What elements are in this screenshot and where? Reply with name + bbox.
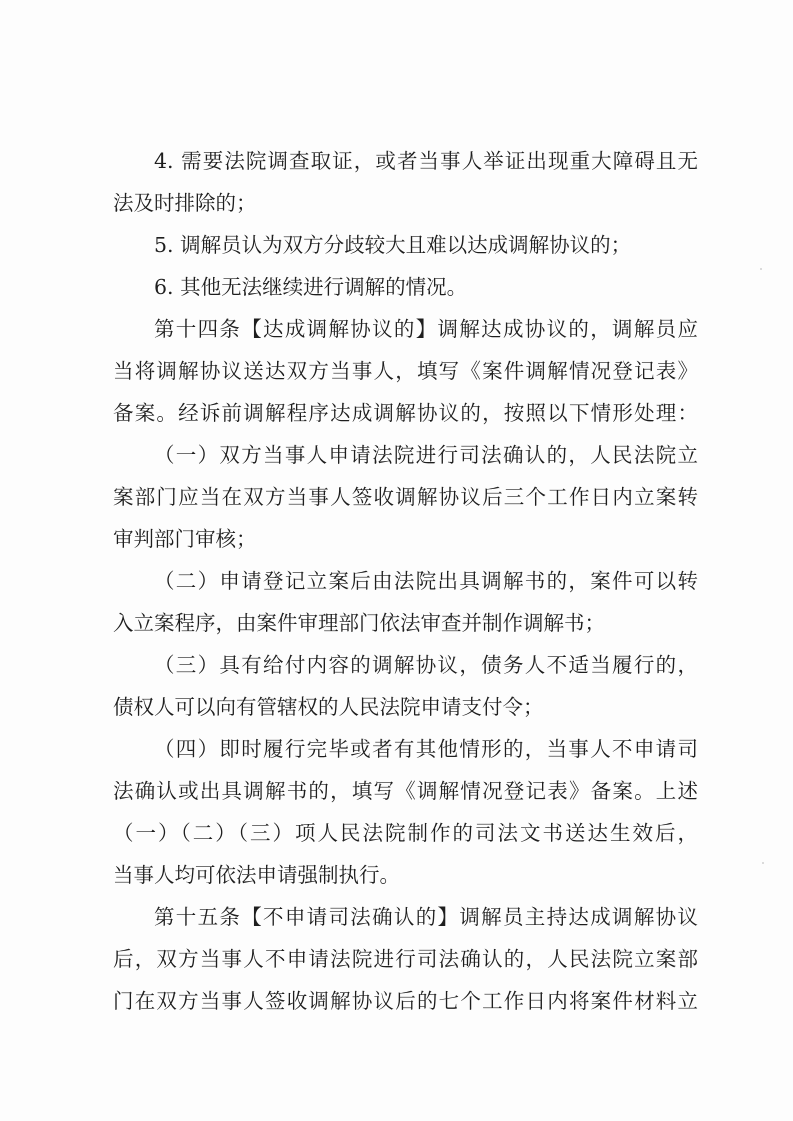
scan-speck	[762, 862, 764, 864]
text-line: 法确认或出具调解书的，填写《调解情况登记表》备案。上述	[113, 779, 698, 803]
text-line: （一）双方当事人申请法院进行司法确认的，人民法院立	[154, 443, 698, 467]
text-line: 后，双方当事人不申请法院进行司法确认的，人民法院立案部	[113, 947, 698, 971]
scan-speck	[760, 268, 762, 270]
text-line: 备案。经诉前调解程序达成调解协议的，按照以下情形处理：	[113, 401, 698, 425]
text-line: （二）申请登记立案后由法院出具调解书的，案件可以转	[154, 569, 698, 593]
text-line: 门在双方当事人签收调解协议后的七个工作日内将案件材料立	[113, 989, 698, 1013]
text-line: （四）即时履行完毕或者有其他情形的，当事人不申请司	[154, 737, 698, 761]
text-line: （一）（二）（三）项人民法院制作的司法文书送达生效后，	[113, 821, 698, 845]
text-line: 当将调解协议送达双方当事人，填写《案件调解情况登记表》	[113, 359, 698, 383]
text-line: 案部门应当在双方当事人签收调解协议后三个工作日内立案转	[113, 485, 698, 509]
text-line: 法及时排除的；	[113, 191, 257, 215]
text-line: （三）具有给付内容的调解协议，债务人不适当履行的，	[154, 653, 698, 677]
text-line: 5. 调解员认为双方分歧较大且难以达成调解协议的；	[154, 233, 632, 257]
text-line: 第十五条【不申请司法确认的】调解员主持达成调解协议	[154, 905, 698, 929]
text-line: 当事人均可依法申请强制执行。	[113, 863, 400, 887]
text-line: 审判部门审核；	[113, 527, 257, 551]
text-line: 6. 其他无法继续进行调解的情况。	[154, 275, 468, 299]
body-text	[113, 140, 698, 1022]
text-line: 入立案程序，由案件审理部门依法审查并制作调解书；	[113, 611, 605, 635]
text-line: 债权人可以向有管辖权的人民法院申请支付令；	[113, 695, 544, 719]
text-line: 第十四条【达成调解协议的】调解达成协议的，调解员应	[154, 317, 698, 341]
text-line: 4. 需要法院调查取证，或者当事人举证出现重大障碍且无	[154, 149, 698, 173]
